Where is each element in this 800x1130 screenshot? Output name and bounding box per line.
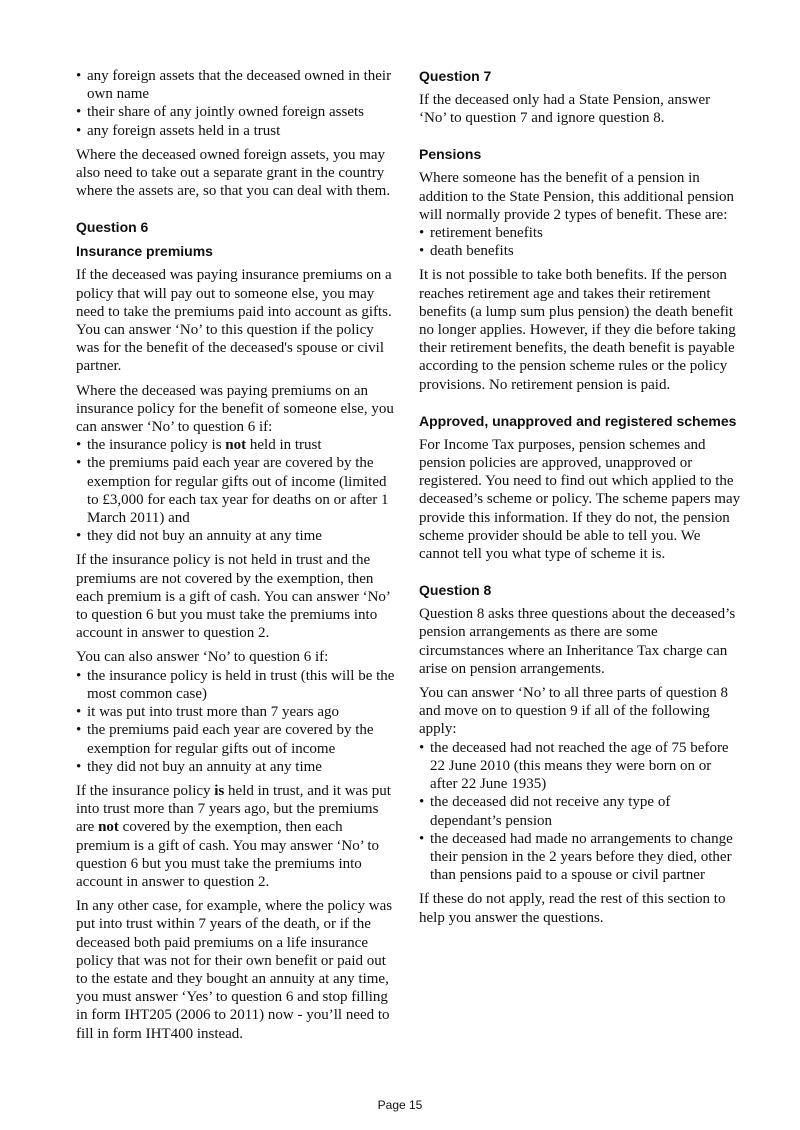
list-item: • their share of any jointly owned foreign assets bbox=[76, 103, 398, 121]
list-item: • they did not buy an annuity at any time bbox=[76, 758, 398, 776]
question-8-paragraph-3: If these do not apply, read the rest of this section to help you answer the questions. bbox=[419, 891, 726, 926]
foreign-assets-paragraph: Where the deceased owned foreign assets, you may also need to take out a separate grant in the country where the assets are, so that you can deal with them. bbox=[76, 146, 391, 200]
right-column bbox=[419, 67, 741, 933]
question-7-paragraph: If the deceased only had a State Pension, answer ‘No’ to question 7 and ignore question 8. bbox=[419, 92, 711, 127]
list-item: • it was put into trust more than 7 years ago bbox=[76, 703, 398, 721]
insurance-paragraph-3: If the insurance policy is not held in trust and the premiums are not covered by the exemption, then each premium is a gift of cash. You can answer ‘No’ to question 6 but you must take the premiums into account in answer to question 2. bbox=[76, 552, 390, 642]
page-number: Page 15 bbox=[377, 1098, 423, 1112]
list-item: • death benefits bbox=[419, 242, 741, 260]
question-8-conditions-list bbox=[419, 739, 741, 885]
insurance-paragraph-1: If the deceased was paying insurance premiums on a policy that will pay out to someone else, you may need to take the premiums paid into account as gifts. You can answer ‘No’ to this question if the policy was for the benefit of the deceased's spouse or civil partner. bbox=[76, 267, 392, 375]
list-item: • the premiums paid each year are covered by the exemption for regular gifts out of income bbox=[76, 721, 398, 757]
insurance-paragraph-2: Where the deceased was paying premiums on an insurance policy for the benefit of someone else, you can answer ‘No’ to question 6 if: bbox=[76, 382, 394, 436]
question-8-paragraph-2: You can answer ‘No’ to all three parts of question 8 and move on to question 9 if all of the following apply: bbox=[419, 685, 728, 738]
list-item: • the premiums paid each year are covered by the exemption for regular gifts out of income (limited to £3,000 for each tax year for deaths on or after 1 March 2011) and bbox=[76, 454, 398, 527]
insurance-conditions-list bbox=[76, 436, 398, 545]
pensions-paragraph: Where someone has the benefit of a pension in addition to the State Pension, this additional pension will normally provide 2 types of benefit. These are: bbox=[419, 170, 734, 223]
pension-benefits-list bbox=[419, 224, 741, 260]
list-item: • retirement benefits bbox=[419, 224, 741, 242]
list-item: • any foreign assets held in a trust bbox=[76, 122, 398, 140]
left-column bbox=[76, 67, 398, 1049]
list-item: • the deceased did not receive any type of dependant’s pension bbox=[419, 793, 741, 829]
list-item: • they did not buy an annuity at any time bbox=[76, 527, 398, 545]
insurance-paragraph-6: In any other case, for example, where the policy was put into trust within 7 years of the death, or if the deceased both paid premiums on a life insurance policy that was not for their own benefit or paid out to the estate and they bought an annuity at any time, you must answer ‘Yes’ to question 6 and stop filling in form IHT205 (2006 to 2011) now - you’ll need to fill in form IHT400 instead. bbox=[76, 898, 393, 1042]
pensions-heading: Pensions bbox=[419, 146, 482, 163]
list-item: • the deceased had made no arrangements to change their pension in the 2 years before they died, other than pensions paid to a spouse or civil partner bbox=[419, 830, 741, 885]
question-7-heading: Question 7 bbox=[419, 68, 492, 84]
list-item: • the insurance policy is not held in trust bbox=[76, 436, 398, 454]
list-item: • any foreign assets that the deceased owned in their own name bbox=[76, 67, 398, 103]
question-6-heading: Question 6 bbox=[76, 219, 149, 236]
insurance-paragraph-5: If the insurance policy is held in trust, and it was put into trust more than 7 years ago, but the premiums are not covered by the exemption, then each premium is a gift of cash. You may answer ‘No’ to question 6 but you must take the premiums into account in answer to question 2. bbox=[76, 782, 391, 890]
insurance-trust-list bbox=[76, 667, 398, 776]
question-8-paragraph: Question 8 asks three questions about the deceased’s pension arrangements as there are some circumstances where an Inheritance Tax charge can arise on pension arrangements. bbox=[419, 606, 736, 677]
schemes-heading: Approved, unapproved and registered schemes bbox=[419, 412, 737, 429]
pensions-paragraph-2: It is not possible to take both benefits. If the person reaches retirement age and takes their retirement benefits (a lump sum plus pension) the death benefit no longer applies. However, if they die before taking their retirement benefits, the death benefit is payable according to the pension scheme rules or the policy provisions. No retirement pension is paid. bbox=[419, 267, 736, 393]
insurance-paragraph-4: You can also answer ‘No’ to question 6 if: bbox=[76, 649, 329, 666]
question-8-heading: Question 8 bbox=[419, 582, 492, 599]
insurance-premiums-heading: Insurance premiums bbox=[76, 243, 213, 260]
schemes-paragraph: For Income Tax purposes, pension schemes and pension policies are approved, unapproved or registered. You need to find out which applied to the deceased’s scheme or policy. The scheme papers may provide this information. If they do not, the pension scheme provider should be able to tell you. We cannot tell you what type of scheme it is. bbox=[419, 436, 741, 563]
list-item: • the insurance policy is held in trust (this will be the most common case) bbox=[76, 667, 398, 703]
foreign-assets-list bbox=[76, 67, 398, 140]
list-item: • the deceased had not reached the age of 75 before 22 June 2010 (this means they were born on or after 22 June 1935) bbox=[419, 739, 741, 794]
